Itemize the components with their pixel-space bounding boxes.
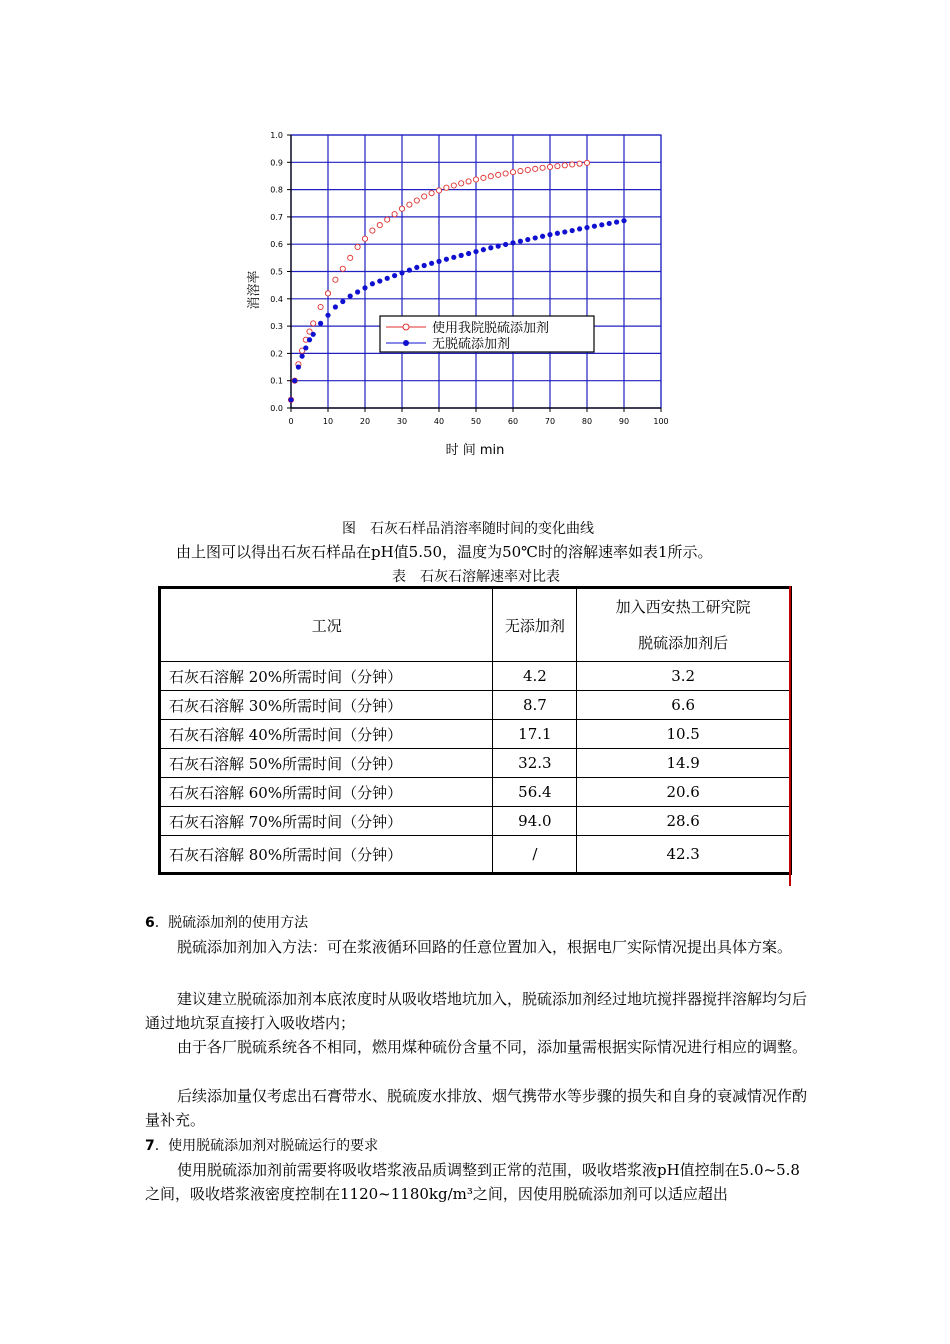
row-with-additive: 28.6 [577, 807, 790, 836]
section7-title: 使用脱硫添加剂对脱硫运行的要求 [168, 1138, 379, 1154]
row-no-additive: 4.2 [493, 662, 577, 691]
header-condition: 工况 [161, 589, 493, 662]
section6-paragraph-2: 建议建立脱硫添加剂本底浓度时从吸收塔地坑加入，脱硫添加剂经过地坑搅拌器搅拌溶解均匀后通过地坑泵直接打入吸收塔内； [145, 990, 808, 1032]
x-tick-label: 40 [433, 417, 445, 426]
data-point [547, 164, 552, 169]
y-tick-label: 0.0 [270, 404, 283, 413]
table-row [161, 662, 790, 691]
x-tick-label: 60 [507, 417, 519, 426]
data-point [540, 165, 545, 170]
data-point [555, 164, 560, 169]
table-row [161, 807, 790, 836]
data-point [562, 163, 567, 168]
y-tick-label: 0.6 [270, 240, 283, 250]
data-point [510, 240, 515, 245]
data-point [300, 354, 305, 359]
header-with-additive [577, 589, 790, 662]
data-point [570, 228, 575, 233]
x-tick-label: 10 [322, 417, 334, 426]
data-point [355, 289, 360, 294]
row-label: 石灰石溶解 40%所需时间（分钟） [161, 720, 493, 749]
data-point [459, 253, 464, 258]
data-point [370, 281, 375, 286]
x-tick-label: 90 [618, 417, 630, 426]
table-row [161, 749, 790, 778]
y-tick-label: 0.3 [270, 322, 283, 332]
data-point [496, 172, 501, 177]
row-with-additive: 6.6 [577, 691, 790, 720]
header-with-additive-line2: 脱硫添加剂后 [638, 634, 729, 652]
data-point [362, 236, 367, 241]
data-point [451, 255, 456, 260]
data-point [414, 198, 419, 203]
data-point [436, 259, 441, 264]
data-point [407, 202, 412, 207]
data-point [340, 299, 345, 304]
data-point [296, 364, 301, 369]
dissolution-rate-chart [230, 120, 690, 470]
data-point [599, 222, 604, 227]
data-point [525, 167, 530, 172]
data-point [377, 222, 382, 227]
section6-paragraph-4: 后续添加量仅考虑出石膏带水、脱硫废水排放、烟气携带水等步骤的损失和自身的衰减情况作酌量补充。 [145, 1087, 808, 1129]
y-tick-label: 1.0 [270, 131, 283, 140]
x-tick-label: 30 [396, 417, 408, 426]
row-with-additive: 20.6 [577, 778, 790, 807]
row-label: 石灰石溶解 30%所需时间（分钟） [161, 691, 493, 720]
x-tick-label: 100 [653, 417, 669, 426]
legend-label-1: 无脱硫添加剂 [432, 337, 511, 352]
row-no-additive: / [493, 836, 577, 873]
data-point [348, 255, 353, 260]
y-tick-label: 0.1 [270, 376, 283, 386]
x-tick-label: 50 [470, 417, 482, 426]
data-point [503, 242, 508, 247]
data-point [584, 225, 589, 230]
row-with-additive: 42.3 [577, 836, 790, 873]
table-right-border-mark [789, 586, 791, 886]
data-point [399, 270, 404, 275]
section7-paragraph-1: 使用脱硫添加剂前需要将吸收塔浆液品质调整到正常的范围，吸收塔浆液pH值控制在5.0~5.8之间，吸收塔浆液密度控制在1120~1180kg/m³之间，因使用脱硫添加剂可以适应超出 [145, 1161, 800, 1203]
data-point [614, 219, 619, 224]
intro-text: 由上图可以得出石灰石样品在pH值5.50，温度为50℃时的溶解速率如表1所示。 [176, 543, 713, 561]
row-label: 石灰石溶解 70%所需时间（分钟） [161, 807, 493, 836]
row-no-additive: 32.3 [493, 749, 577, 778]
data-point [385, 217, 390, 222]
data-point [333, 277, 338, 282]
row-with-additive: 14.9 [577, 749, 790, 778]
data-point [533, 235, 538, 240]
x-tick-labels [288, 417, 668, 426]
data-point [518, 168, 523, 173]
table-row [161, 691, 790, 720]
data-point [503, 171, 508, 176]
row-with-additive: 10.5 [577, 720, 790, 749]
row-label: 石灰石溶解 60%所需时间（分钟） [161, 778, 493, 807]
x-tick-label: 0 [288, 417, 294, 426]
row-label: 石灰石溶解 50%所需时间（分钟） [161, 749, 493, 778]
y-tick-label: 0.5 [270, 267, 283, 277]
section7-heading: 7. 使用脱硫添加剂对脱硫运行的要求 [145, 1138, 379, 1154]
section6-heading: 6. 脱硫添加剂的使用方法 [145, 915, 309, 931]
data-point [592, 224, 597, 229]
data-point [377, 278, 382, 283]
data-point [577, 161, 582, 166]
data-point [318, 304, 323, 309]
legend-label-0: 使用我院脱硫添加剂 [432, 321, 550, 336]
data-point [481, 175, 486, 180]
table-row [161, 836, 790, 873]
data-point [422, 194, 427, 199]
data-point [399, 206, 404, 211]
data-point [547, 232, 552, 237]
header-with-additive-line1: 加入西安热工研究院 [615, 598, 751, 616]
chart-legend [380, 316, 594, 352]
data-point [577, 226, 582, 231]
data-point [466, 179, 471, 184]
data-point [318, 321, 323, 326]
data-point [473, 249, 478, 254]
section7-number: 7 [145, 1138, 155, 1154]
x-tick-label: 70 [544, 417, 556, 426]
data-point [429, 261, 434, 266]
y-tick-labels [270, 131, 283, 413]
legend-marker-open [403, 324, 409, 330]
figure-caption: 图 石灰石样品消溶率随时间的变化曲线 [342, 521, 594, 537]
row-no-additive: 8.7 [493, 691, 577, 720]
data-point [429, 191, 434, 196]
data-point [392, 273, 397, 278]
row-no-additive: 56.4 [493, 778, 577, 807]
data-point [525, 237, 530, 242]
data-point [311, 321, 316, 326]
section6-number: 6 [145, 915, 155, 931]
data-point [473, 177, 478, 182]
table-header-row [161, 589, 790, 662]
x-tick-label: 20 [359, 417, 371, 426]
data-point [451, 183, 456, 188]
row-label: 石灰石溶解 80%所需时间（分钟） [161, 836, 493, 873]
legend-marker-filled [403, 340, 409, 346]
data-point [481, 247, 486, 252]
x-axis-label: 时 间 min [445, 443, 505, 458]
table-caption: 表 石灰石溶解速率对比表 [392, 569, 560, 585]
data-point [407, 268, 412, 273]
data-point [488, 174, 493, 179]
data-point [333, 304, 338, 309]
section6-title: 脱硫添加剂的使用方法 [168, 915, 309, 931]
y-tick-label: 0.7 [270, 212, 283, 222]
y-tick-label: 0.9 [270, 158, 283, 168]
y-tick-label: 0.8 [270, 185, 283, 195]
data-point [392, 212, 397, 217]
data-point [307, 337, 312, 342]
data-point [562, 229, 567, 234]
data-point [488, 245, 493, 250]
data-point [607, 221, 612, 226]
section6-paragraph-1: 脱硫添加剂加入方法：可在浆液循环回路的任意位置加入，根据电厂实际情况提出具体方案。 [177, 938, 793, 956]
data-point [311, 332, 316, 337]
data-point [303, 345, 308, 350]
data-point [555, 231, 560, 236]
data-point [414, 265, 419, 270]
data-point [355, 244, 360, 249]
row-label: 石灰石溶解 20%所需时间（分钟） [161, 662, 493, 691]
row-no-additive: 94.0 [493, 807, 577, 836]
data-point [436, 188, 441, 193]
data-point [466, 251, 471, 256]
data-point [459, 181, 464, 186]
data-point [370, 228, 375, 233]
data-point [444, 257, 449, 262]
data-point [584, 160, 589, 165]
data-point [422, 263, 427, 268]
data-point [510, 170, 515, 175]
data-point [385, 276, 390, 281]
row-no-additive: 17.1 [493, 720, 577, 749]
data-point [533, 166, 538, 171]
section6-paragraph-3: 由于各厂脱硫系统各不相同，燃用煤种硫份含量不同，添加量需根据实际情况进行相应的调整。 [177, 1038, 808, 1056]
data-point [444, 185, 449, 190]
chart-grid [287, 135, 661, 412]
data-point [340, 266, 345, 271]
data-point [621, 218, 626, 223]
y-axis-label: 消溶率 [247, 270, 262, 310]
data-point [325, 291, 330, 296]
row-with-additive: 3.2 [577, 662, 790, 691]
data-point [292, 378, 297, 383]
y-tick-label: 0.4 [270, 294, 283, 304]
dissolution-rate-table [160, 588, 790, 873]
data-point [288, 397, 293, 402]
data-point [362, 285, 367, 290]
data-point [518, 239, 523, 244]
header-no-additive: 无添加剂 [493, 589, 577, 662]
table-row [161, 778, 790, 807]
data-point [496, 244, 501, 249]
y-tick-label: 0.2 [270, 349, 283, 359]
data-point [540, 234, 545, 239]
data-point [570, 162, 575, 167]
data-point [348, 293, 353, 298]
table-row [161, 720, 790, 749]
x-tick-label: 80 [581, 417, 593, 426]
data-point [325, 313, 330, 318]
